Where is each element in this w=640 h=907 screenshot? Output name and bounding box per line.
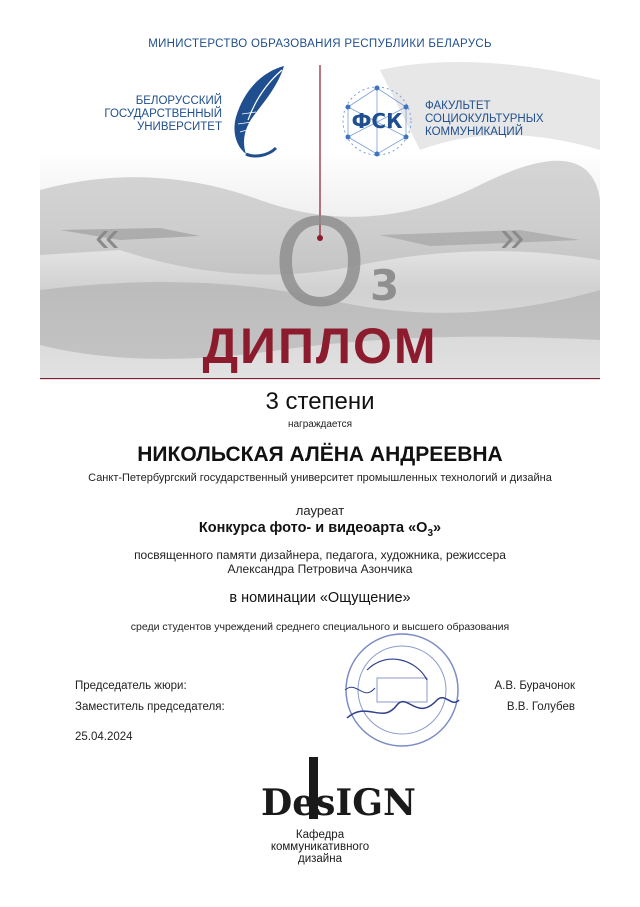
o3-letter: O <box>272 195 368 334</box>
fsk-logo-icon <box>338 82 416 160</box>
department-line-1: Кафедра <box>295 829 345 841</box>
recipient-name: НИКОЛЬСКАЯ АЛЁНА АНДРЕЕВНА <box>137 443 503 466</box>
awarded-label: награждается <box>287 419 353 430</box>
faculty-line-2: СОЦИОКУЛЬТУРНЫХ <box>425 113 544 125</box>
right-quote-mark: » <box>500 212 525 261</box>
issue-date: 25.04.2024 <box>75 731 133 743</box>
o3-subscript: 3 <box>370 261 400 310</box>
deputy-signature-row <box>75 701 575 713</box>
design-department-logo <box>255 755 416 830</box>
faculty-name <box>425 100 575 139</box>
department-name <box>0 829 640 865</box>
dedication-line-2: Александра Петровича Азончика <box>227 562 413 576</box>
faculty-line-3: КОММУНИКАЦИЙ <box>425 126 523 138</box>
contest-name <box>0 520 640 539</box>
deputy-name: В.В. Голубев <box>506 701 575 713</box>
feather-logo-icon <box>222 62 292 162</box>
contest-name-prefix: Конкурса фото- и видеоарта «О <box>198 520 428 536</box>
faculty-line-1: ФАКУЛЬТЕТ <box>425 100 491 112</box>
contest-name-suffix: » <box>433 520 442 536</box>
fsk-logo-text: ФСК <box>351 109 403 133</box>
diploma-title: ДИПЛОМ <box>202 318 438 374</box>
chair-name: А.В. Бурачонок <box>494 680 575 692</box>
university-name <box>92 95 222 134</box>
dedication-line-1: посвященного памяти дизайнера, педагога, художника, режиссера <box>134 548 506 562</box>
contest-name-sub: 3 <box>427 527 434 539</box>
department-line-2: коммуникативного <box>270 841 370 853</box>
diploma-degree: 3 степени <box>265 388 375 415</box>
department-line-3: дизайна <box>298 853 342 865</box>
chair-signature-row <box>75 680 575 692</box>
dedication <box>0 548 640 576</box>
deputy-label: Заместитель председателя: <box>75 701 225 713</box>
university-line-2: ГОСУДАРСТВЕННЫЙ <box>104 108 222 120</box>
title-divider <box>40 378 600 379</box>
nomination: в номинации «Ощущение» <box>229 590 411 606</box>
university-line-1: БЕЛОРУССКИЙ <box>135 95 222 107</box>
left-quote-mark: « <box>95 212 120 261</box>
chair-label: Председатель жюри: <box>75 680 187 692</box>
participants-category: среди студентов учреждений среднего специального и высшего образования <box>130 621 510 633</box>
laureate-label: лауреат <box>295 503 345 518</box>
ministry-title: МИНИСТЕРСТВО ОБРАЗОВАНИЯ РЕСПУБЛИКИ БЕЛАРУСЬ <box>148 38 492 50</box>
university-line-3: УНИВЕРСИТЕТ <box>136 121 222 133</box>
design-logo-text: DesIGN <box>261 782 416 824</box>
recipient-affiliation: Санкт-Петербургский государственный университет промышленных технологий и дизайна <box>88 472 552 484</box>
